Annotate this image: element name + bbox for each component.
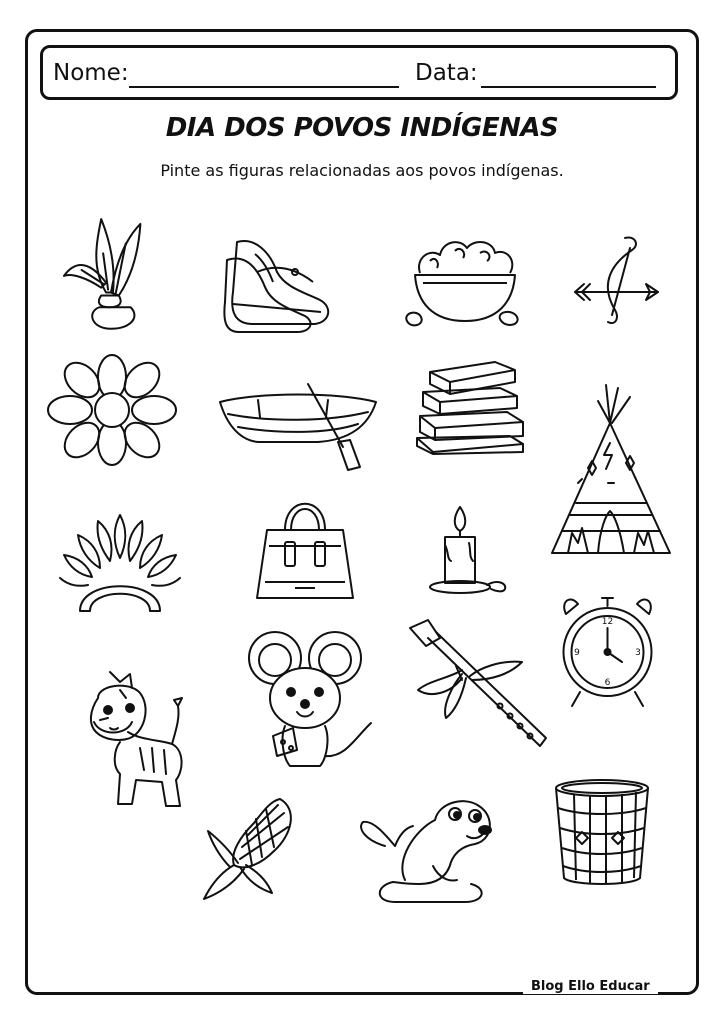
candle-figure[interactable] <box>425 505 510 595</box>
credit-text: Blog Ello Educar <box>523 979 658 994</box>
svg-text:3: 3 <box>635 648 641 658</box>
page-title: DIA DOS POVOS INDÍGENAS <box>165 113 559 143</box>
shoes-figure[interactable] <box>225 232 335 335</box>
date-field[interactable] <box>481 86 656 88</box>
handbag-figure[interactable] <box>255 490 355 605</box>
svg-text:6: 6 <box>604 678 611 688</box>
alarm-clock-figure[interactable] <box>560 592 655 710</box>
bow-and-arrow-figure[interactable] <box>570 230 670 330</box>
mouse-with-cheese-figure[interactable] <box>245 628 375 773</box>
date-label: Data: <box>415 60 478 86</box>
stack-of-books-figure[interactable] <box>415 360 525 455</box>
svg-text:9: 9 <box>574 648 580 658</box>
corn-figure[interactable] <box>200 795 300 905</box>
feathered-flute-figure[interactable] <box>400 618 550 753</box>
header-box <box>40 45 678 100</box>
popcorn-bowl-figure[interactable] <box>405 233 525 333</box>
name-field[interactable] <box>129 86 399 88</box>
tipi-figure[interactable] <box>548 383 674 563</box>
seal-figure[interactable] <box>355 790 500 910</box>
name-label: Nome: <box>53 60 129 86</box>
svg-text:12: 12 <box>601 617 614 627</box>
woven-basket-figure[interactable] <box>552 778 652 888</box>
feather-headdress-figure[interactable] <box>58 513 182 613</box>
feather-ornament-figure[interactable] <box>62 208 160 333</box>
zebra-figure[interactable] <box>80 670 192 810</box>
rowboat-with-paddle-figure[interactable] <box>218 372 383 472</box>
instruction-text: Pinte as figuras relacionadas aos povos indígenas. <box>160 161 564 180</box>
flower-figure[interactable] <box>52 355 172 465</box>
